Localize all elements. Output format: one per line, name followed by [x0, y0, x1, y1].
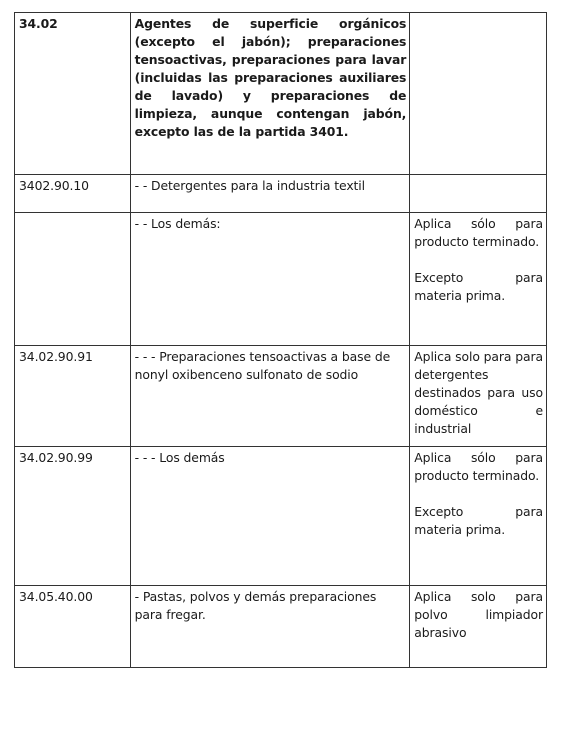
tariff-description: - - Los demás: — [130, 213, 410, 346]
table-row — [15, 213, 547, 346]
tariff-code: 3402.90.10 — [15, 175, 131, 213]
tariff-code: 34.02.90.91 — [15, 346, 131, 447]
table-row — [15, 447, 547, 586]
origin-rule-exception: Excepto para materia prima. — [414, 270, 543, 303]
origin-rule-text: Aplica sólo para producto terminado. — [414, 216, 543, 249]
heading-code: 34.02 — [15, 13, 131, 175]
origin-rule-text: Aplica sólo para producto terminado. — [414, 450, 543, 483]
table-row — [15, 586, 547, 668]
tariff-description: - - - Los demás — [130, 447, 410, 586]
table-row-heading — [15, 13, 547, 175]
origin-rule-exception: Excepto para materia prima. — [414, 504, 543, 537]
origin-rule — [410, 447, 547, 586]
origin-rule-text: Aplica solo para polvo limpiador abrasivo — [414, 589, 543, 640]
origin-rule — [410, 213, 547, 346]
table-row — [15, 346, 547, 447]
tariff-code: 34.05.40.00 — [15, 586, 131, 668]
tariff-description: - Pastas, polvos y demás preparaciones para fregar. — [130, 586, 410, 668]
origin-rule — [410, 586, 547, 668]
tariff-description: - - Detergentes para la industria textil — [130, 175, 410, 213]
origin-rule — [410, 175, 547, 213]
tariff-code — [15, 213, 131, 346]
tariff-description: - - - Preparaciones tensoactivas a base de nonyl oxibenceno sulfonato de sodio — [130, 346, 410, 447]
tariff-table — [14, 12, 547, 668]
origin-rule-text: Aplica solo para para detergentes destinados para uso doméstico e industrial — [414, 349, 543, 436]
heading-description: Agentes de superficie orgánicos (excepto el jabón); preparaciones tensoactivas, preparaciones para lavar (incluidas las preparaciones auxiliares de lavado) y preparaciones de limpieza, aunque contengan jabón, excepto las de la partida 3401. — [130, 13, 410, 175]
heading-rule — [410, 13, 547, 175]
table-row — [15, 175, 547, 213]
origin-rule — [410, 346, 547, 447]
tariff-code: 34.02.90.99 — [15, 447, 131, 586]
